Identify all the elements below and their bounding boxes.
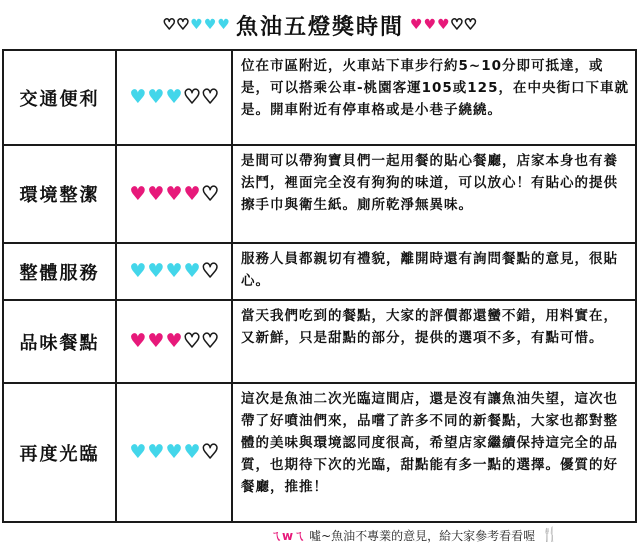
heart-icon: ♥ [176,17,190,33]
heart-icon: ♥ [183,441,201,463]
footer-text: 噓~魚油不專業的意見，給大家參考看看喔 [309,528,536,543]
footer-note [270,522,638,548]
table-row [4,146,635,244]
heart-icon: ♥ [203,17,217,33]
row-label: 再度光臨 [4,384,117,521]
heart-icon: ♥ [201,86,219,108]
heart-icon: ♥ [165,86,183,108]
heart-icon: ♥ [165,182,183,205]
row-description: 位在市區附近，火車站下車步行約5~10分即可抵達，或是，可以搭乘公車-桃園客運105或125，在中央街口下車就是。開車附近有停車格或是小巷子繞繞。 [241,58,629,118]
heart-icon: ♥ [129,260,147,282]
heart-icon: ♥ [129,441,147,463]
row-label: 環境整潔 [4,146,117,242]
heart-icon: ♥ [147,330,165,352]
heart-icon: ♥ [183,260,201,282]
heart-rating [117,146,233,242]
heart-icon: ♥ [450,17,464,33]
footer-face: ㄟwㄟ [270,528,306,543]
heart-icon: ♥ [410,17,423,33]
heart-icon: ♥ [201,260,219,282]
row-description: 當天我們吃到的餐點，大家的評價都還蠻不錯，用料實在，又新鮮，只是甜點的部分，提供的選項不多，有點可惜。 [241,308,618,346]
heart-icon: ♥ [201,330,219,352]
title-bar [0,0,640,50]
heart-rating [117,301,233,382]
heart-icon: ♥ [201,182,219,205]
heart-icon: ♥ [129,330,147,352]
heart-icon: ♥ [129,86,147,108]
heart-icon: ♥ [129,182,147,205]
heart-icon: ♥ [201,441,219,463]
row-description: 是間可以帶狗寶貝們一起用餐的貼心餐廳，店家本身也有養法鬥，裡面完全沒有狗狗的味道，可以放心！有貼心的提供擦手巾與衛生紙。廁所乾淨無異味。 [241,153,618,213]
heart-rating [117,244,233,299]
row-label: 品味餐點 [4,301,117,382]
table-row [4,51,635,146]
fork-icon: 🍴 [541,527,559,543]
row-label: 交通便利 [4,51,117,144]
heart-icon: ♥ [165,441,183,463]
heart-icon: ♥ [147,86,165,108]
heart-rating [117,384,233,521]
heart-icon: ♥ [190,17,203,33]
heart-rating [117,51,233,144]
heart-icon: ♥ [147,260,165,282]
heart-icon: ♥ [183,86,201,108]
table-row [4,384,635,521]
heart-icon: ♥ [165,330,183,352]
heart-icon: ♥ [423,17,437,33]
heart-icon: ♥ [183,182,201,205]
table-row [4,244,635,301]
title-hearts-left [163,18,230,32]
title-hearts-right [410,18,477,32]
page-title: 魚油五燈獎時間 [235,14,404,40]
row-description: 這次是魚油二次光臨這間店，還是沒有讓魚油失望，這次也帶了好噴油們來，品嚐了許多不同的新餐點，大家也都對整體的美味與環境認同度很高，希望店家繼續保持這完全的品質，也期待下次的光臨，甜點能有多一點的選擇。優質的好餐廳，推推！ [241,391,618,495]
heart-icon: ♥ [183,330,201,352]
heart-icon: ♥ [163,17,176,33]
heart-icon: ♥ [464,17,477,33]
table-row [4,301,635,384]
row-label: 整體服務 [4,244,117,299]
heart-icon: ♥ [437,17,450,33]
row-description: 服務人員都親切有禮貌，離開時還有詢問餐點的意見，很貼心。 [241,251,618,289]
heart-icon: ♥ [165,260,183,282]
rating-table [2,49,637,523]
heart-icon: ♥ [147,182,165,205]
heart-icon: ♥ [217,17,230,33]
heart-icon: ♥ [147,441,165,463]
